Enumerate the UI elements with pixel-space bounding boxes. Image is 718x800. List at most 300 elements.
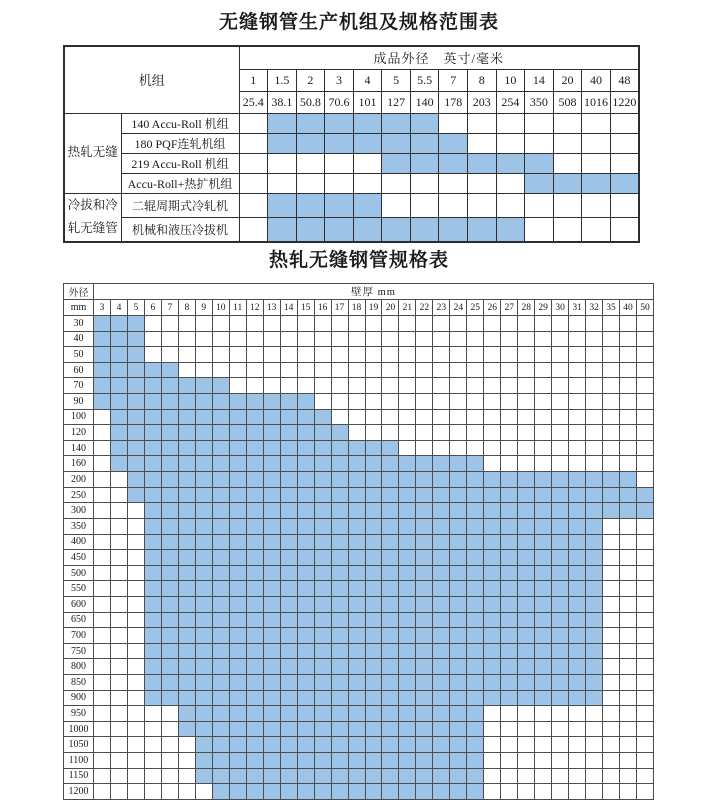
spec-cell — [382, 721, 399, 737]
spec-cell — [365, 518, 382, 534]
spec-cell — [161, 643, 178, 659]
spec-cell — [365, 440, 382, 456]
outer-diameter-header: 成品外径 英寸/毫米 — [239, 46, 639, 69]
spec-cell — [94, 784, 111, 800]
spec-cell — [144, 440, 161, 456]
spec-cell — [110, 378, 127, 394]
spec-cell — [144, 347, 161, 363]
spec-cell — [637, 784, 654, 800]
spec-cell — [212, 472, 229, 488]
spec-cell — [297, 487, 314, 503]
thickness-tick-cell: 40 — [620, 300, 637, 316]
mm-tick-cell: 25.4 — [239, 91, 268, 113]
spec-cell — [586, 456, 603, 472]
spec-cell — [586, 425, 603, 441]
spec-cell — [382, 440, 399, 456]
spec-cell — [603, 690, 620, 706]
spec-cell — [314, 721, 331, 737]
spec-cell — [535, 440, 552, 456]
spec-cell — [399, 316, 416, 332]
spec-cell — [94, 362, 111, 378]
range-cell — [239, 193, 268, 218]
inch-tick-cell: 2 — [296, 69, 325, 91]
spec-cell — [246, 768, 263, 784]
spec-cell — [467, 565, 484, 581]
spec-row — [64, 675, 654, 691]
spec-cell — [280, 456, 297, 472]
spec-cell — [280, 409, 297, 425]
range-cell — [353, 153, 382, 173]
spec-row — [64, 534, 654, 550]
spec-cell — [399, 518, 416, 534]
spec-cell — [195, 643, 212, 659]
spec-cell — [399, 409, 416, 425]
range-cell — [525, 153, 554, 173]
spec-cell — [314, 378, 331, 394]
spec-cell — [467, 737, 484, 753]
spec-cell — [416, 518, 433, 534]
spec-cell — [484, 347, 501, 363]
spec-cell — [416, 362, 433, 378]
range-cell — [239, 133, 268, 153]
spec-cell — [314, 768, 331, 784]
spec-cell — [365, 503, 382, 519]
spec-cell — [603, 503, 620, 519]
spec-cell — [433, 378, 450, 394]
spec-cell — [603, 737, 620, 753]
spec-cell — [603, 581, 620, 597]
spec-cell — [467, 518, 484, 534]
spec-cell — [297, 581, 314, 597]
spec-cell — [246, 378, 263, 394]
spec-cell — [416, 425, 433, 441]
spec-cell — [399, 628, 416, 644]
spec-cell — [144, 316, 161, 332]
spec-cell — [229, 721, 246, 737]
spec-cell — [416, 409, 433, 425]
spec-cell — [195, 347, 212, 363]
od-label-cell: 500 — [64, 565, 94, 581]
spec-cell — [637, 581, 654, 597]
mm-tick-cell: 70.6 — [325, 91, 354, 113]
spec-cell — [535, 612, 552, 628]
spec-cell — [637, 596, 654, 612]
spec-cell — [586, 659, 603, 675]
spec-cell — [331, 721, 348, 737]
spec-cell — [586, 784, 603, 800]
spec-cell — [331, 628, 348, 644]
spec-cell — [552, 565, 569, 581]
spec-cell — [348, 784, 365, 800]
spec-cell — [518, 753, 535, 769]
spec-cell — [212, 581, 229, 597]
spec-cell — [144, 456, 161, 472]
spec-cell — [144, 768, 161, 784]
spec-cell — [518, 706, 535, 722]
range-cell — [525, 193, 554, 218]
spec-cell — [178, 659, 195, 675]
spec-cell — [518, 628, 535, 644]
spec-cell — [331, 753, 348, 769]
spec-cell — [569, 331, 586, 347]
spec-cell — [433, 737, 450, 753]
spec-cell — [127, 565, 144, 581]
spec-cell — [399, 753, 416, 769]
spec-cell — [331, 425, 348, 441]
spec-cell — [280, 706, 297, 722]
spec-cell — [637, 612, 654, 628]
spec-cell — [637, 706, 654, 722]
spec-cell — [637, 316, 654, 332]
spec-cell — [637, 721, 654, 737]
spec-cell — [484, 331, 501, 347]
spec-cell — [178, 440, 195, 456]
spec-cell — [399, 784, 416, 800]
od-label-cell: 50 — [64, 347, 94, 363]
range-cell — [468, 153, 497, 173]
spec-cell — [382, 784, 399, 800]
spec-cell — [246, 565, 263, 581]
spec-cell — [382, 394, 399, 410]
spec-cell — [110, 394, 127, 410]
spec-cell — [263, 518, 280, 534]
spec-cell — [535, 456, 552, 472]
spec-cell — [518, 675, 535, 691]
spec-cell — [195, 409, 212, 425]
spec-cell — [263, 347, 280, 363]
spec-cell — [331, 768, 348, 784]
spec-cell — [246, 331, 263, 347]
range-cell — [296, 173, 325, 193]
spec-cell — [212, 643, 229, 659]
spec-cell — [331, 518, 348, 534]
spec-cell — [416, 394, 433, 410]
spec-cell — [467, 612, 484, 628]
spec-cell — [263, 784, 280, 800]
spec-cell — [501, 565, 518, 581]
spec-cell — [637, 456, 654, 472]
spec-cell — [365, 768, 382, 784]
spec-cell — [178, 784, 195, 800]
spec-cell — [620, 503, 637, 519]
spec-cell — [297, 456, 314, 472]
spec-cell — [620, 534, 637, 550]
spec-cell — [535, 347, 552, 363]
spec-cell — [501, 690, 518, 706]
spec-cell — [433, 706, 450, 722]
spec-cell — [603, 472, 620, 488]
thickness-tick-cell: 17 — [331, 300, 348, 316]
spec-cell — [314, 331, 331, 347]
spec-cell — [535, 472, 552, 488]
spec-cell — [229, 347, 246, 363]
spec-cell — [246, 362, 263, 378]
spec-cell — [569, 362, 586, 378]
spec-cell — [382, 737, 399, 753]
spec-cell — [144, 425, 161, 441]
spec-cell — [552, 768, 569, 784]
spec-cell — [110, 534, 127, 550]
range-cell — [582, 113, 611, 133]
spec-cell — [314, 612, 331, 628]
spec-cell — [450, 362, 467, 378]
spec-cell — [620, 440, 637, 456]
spec-cell — [280, 784, 297, 800]
spec-cell — [246, 518, 263, 534]
spec-cell — [127, 643, 144, 659]
range-cell — [239, 113, 268, 133]
unit-name-cell: Accu-Roll+热扩机组 — [121, 173, 239, 193]
spec-cell — [110, 487, 127, 503]
spec-cell — [229, 331, 246, 347]
spec-cell — [178, 409, 195, 425]
spec-cell — [127, 675, 144, 691]
spec-cell — [450, 596, 467, 612]
spec-cell — [263, 706, 280, 722]
spec-cell — [229, 409, 246, 425]
spec-cell — [246, 628, 263, 644]
spec-cell — [178, 581, 195, 597]
spec-cell — [246, 659, 263, 675]
spec-cell — [110, 472, 127, 488]
spec-cell — [586, 706, 603, 722]
spec-cell — [331, 456, 348, 472]
spec-cell — [229, 394, 246, 410]
spec-cell — [518, 472, 535, 488]
spec-cell — [280, 425, 297, 441]
spec-cell — [450, 659, 467, 675]
spec-cell — [94, 675, 111, 691]
spec-cell — [552, 378, 569, 394]
spec-cell — [620, 316, 637, 332]
spec-cell — [144, 487, 161, 503]
spec-cell — [263, 425, 280, 441]
spec-cell — [501, 440, 518, 456]
spec-cell — [552, 316, 569, 332]
spec-cell — [144, 503, 161, 519]
spec-cell — [127, 472, 144, 488]
spec-cell — [518, 425, 535, 441]
spec-cell — [620, 690, 637, 706]
spec-cell — [484, 456, 501, 472]
spec-cell — [365, 737, 382, 753]
spec-cell — [399, 347, 416, 363]
range-cell — [496, 133, 525, 153]
range-cell — [410, 113, 439, 133]
spec-cell — [127, 721, 144, 737]
spec-cell — [416, 550, 433, 566]
mm-tick-cell: 203 — [468, 91, 497, 113]
spec-cell — [501, 362, 518, 378]
spec-cell — [229, 425, 246, 441]
spec-cell — [484, 737, 501, 753]
spec-cell — [94, 456, 111, 472]
range-cell — [296, 113, 325, 133]
spec-cell — [144, 362, 161, 378]
spec-cell — [178, 394, 195, 410]
spec-cell — [569, 534, 586, 550]
spec-cell — [246, 612, 263, 628]
spec-cell — [314, 440, 331, 456]
spec-cell — [263, 581, 280, 597]
spec-cell — [586, 612, 603, 628]
spec-cell — [280, 440, 297, 456]
spec-cell — [518, 487, 535, 503]
spec-cell — [144, 394, 161, 410]
spec-cell — [501, 316, 518, 332]
spec-cell — [569, 394, 586, 410]
spec-cell — [382, 581, 399, 597]
range-cell — [610, 193, 639, 218]
spec-cell — [110, 581, 127, 597]
spec-cell — [535, 565, 552, 581]
spec-cell — [314, 784, 331, 800]
spec-cell — [246, 347, 263, 363]
spec-cell — [212, 565, 229, 581]
spec-cell — [195, 316, 212, 332]
od-label-cell: 90 — [64, 394, 94, 410]
table2-title: 热轧无缝钢管规格表 — [268, 250, 449, 271]
inch-tick-cell: 10 — [496, 69, 525, 91]
thickness-tick-cell: 32 — [586, 300, 603, 316]
spec-cell — [569, 659, 586, 675]
spec-cell — [331, 316, 348, 332]
unit-row — [64, 173, 639, 193]
od-label-cell: 1200 — [64, 784, 94, 800]
spec-cell — [501, 581, 518, 597]
spec-cell — [263, 550, 280, 566]
spec-cell — [127, 784, 144, 800]
spec-cell — [161, 721, 178, 737]
spec-cell — [212, 768, 229, 784]
spec-cell — [229, 690, 246, 706]
spec-cell — [535, 362, 552, 378]
spec-cell — [552, 487, 569, 503]
spec-cell — [365, 550, 382, 566]
spec-cell — [195, 659, 212, 675]
spec-cell — [263, 472, 280, 488]
spec-cell — [416, 737, 433, 753]
spec-cell — [484, 643, 501, 659]
spec-cell — [246, 784, 263, 800]
unit-row — [64, 113, 639, 133]
spec-cell — [178, 472, 195, 488]
spec-cell — [94, 378, 111, 394]
spec-cell — [297, 784, 314, 800]
spec-cell — [382, 643, 399, 659]
range-cell — [439, 173, 468, 193]
spec-cell — [450, 643, 467, 659]
inch-tick-cell: 3 — [325, 69, 354, 91]
spec-row — [64, 565, 654, 581]
spec-cell — [433, 362, 450, 378]
spec-cell — [637, 440, 654, 456]
spec-cell — [246, 690, 263, 706]
spec-cell — [552, 409, 569, 425]
spec-cell — [246, 550, 263, 566]
spec-cell — [94, 331, 111, 347]
spec-cell — [263, 409, 280, 425]
spec-cell — [280, 690, 297, 706]
range-cell — [268, 113, 297, 133]
spec-cell — [433, 503, 450, 519]
spec-cell — [127, 425, 144, 441]
spec-cell — [127, 440, 144, 456]
spec-cell — [348, 347, 365, 363]
spec-cell — [382, 753, 399, 769]
thickness-tick-cell: 23 — [433, 300, 450, 316]
spec-cell — [161, 565, 178, 581]
spec-cell — [110, 612, 127, 628]
spec-cell — [280, 581, 297, 597]
spec-cell — [501, 737, 518, 753]
range-cell — [353, 218, 382, 243]
spec-cell — [195, 425, 212, 441]
spec-cell — [365, 628, 382, 644]
spec-cell — [382, 706, 399, 722]
spec-cell — [586, 596, 603, 612]
range-cell — [410, 218, 439, 243]
range-cell — [239, 153, 268, 173]
spec-cell — [127, 347, 144, 363]
spec-cell — [229, 487, 246, 503]
unit-name-cell: 140 Accu-Roll 机组 — [121, 113, 239, 133]
spec-cell — [263, 721, 280, 737]
spec-cell — [603, 331, 620, 347]
spec-cell — [94, 628, 111, 644]
spec-cell — [280, 378, 297, 394]
spec-cell — [399, 550, 416, 566]
spec-cell — [467, 487, 484, 503]
spec-cell — [195, 440, 212, 456]
inch-tick-cell: 20 — [553, 69, 582, 91]
spec-cell — [586, 487, 603, 503]
spec-cell — [586, 581, 603, 597]
spec-cell — [297, 737, 314, 753]
spec-cell — [314, 565, 331, 581]
spec-cell — [263, 331, 280, 347]
spec-cell — [365, 753, 382, 769]
spec-cell — [603, 706, 620, 722]
spec-cell — [212, 487, 229, 503]
spec-cell — [620, 753, 637, 769]
spec-cell — [399, 394, 416, 410]
spec-cell — [416, 331, 433, 347]
spec-cell — [94, 737, 111, 753]
spec-cell — [416, 565, 433, 581]
spec-cell — [569, 378, 586, 394]
spec-cell — [161, 706, 178, 722]
spec-cell — [399, 706, 416, 722]
spec-cell — [348, 425, 365, 441]
unit-name-cell: 机械和液压冷拔机 — [121, 218, 239, 243]
spec-cell — [484, 425, 501, 441]
spec-cell — [263, 612, 280, 628]
thickness-header-row — [64, 300, 654, 316]
spec-cell — [382, 378, 399, 394]
spec-cell — [212, 784, 229, 800]
spec-cell — [229, 378, 246, 394]
spec-cell — [348, 440, 365, 456]
spec-cell — [212, 409, 229, 425]
spec-cell — [127, 706, 144, 722]
od-label-cell: 70 — [64, 378, 94, 394]
spec-cell — [603, 768, 620, 784]
spec-cell — [110, 362, 127, 378]
spec-cell — [246, 596, 263, 612]
od-label-cell: 850 — [64, 675, 94, 691]
spec-cell — [603, 425, 620, 441]
